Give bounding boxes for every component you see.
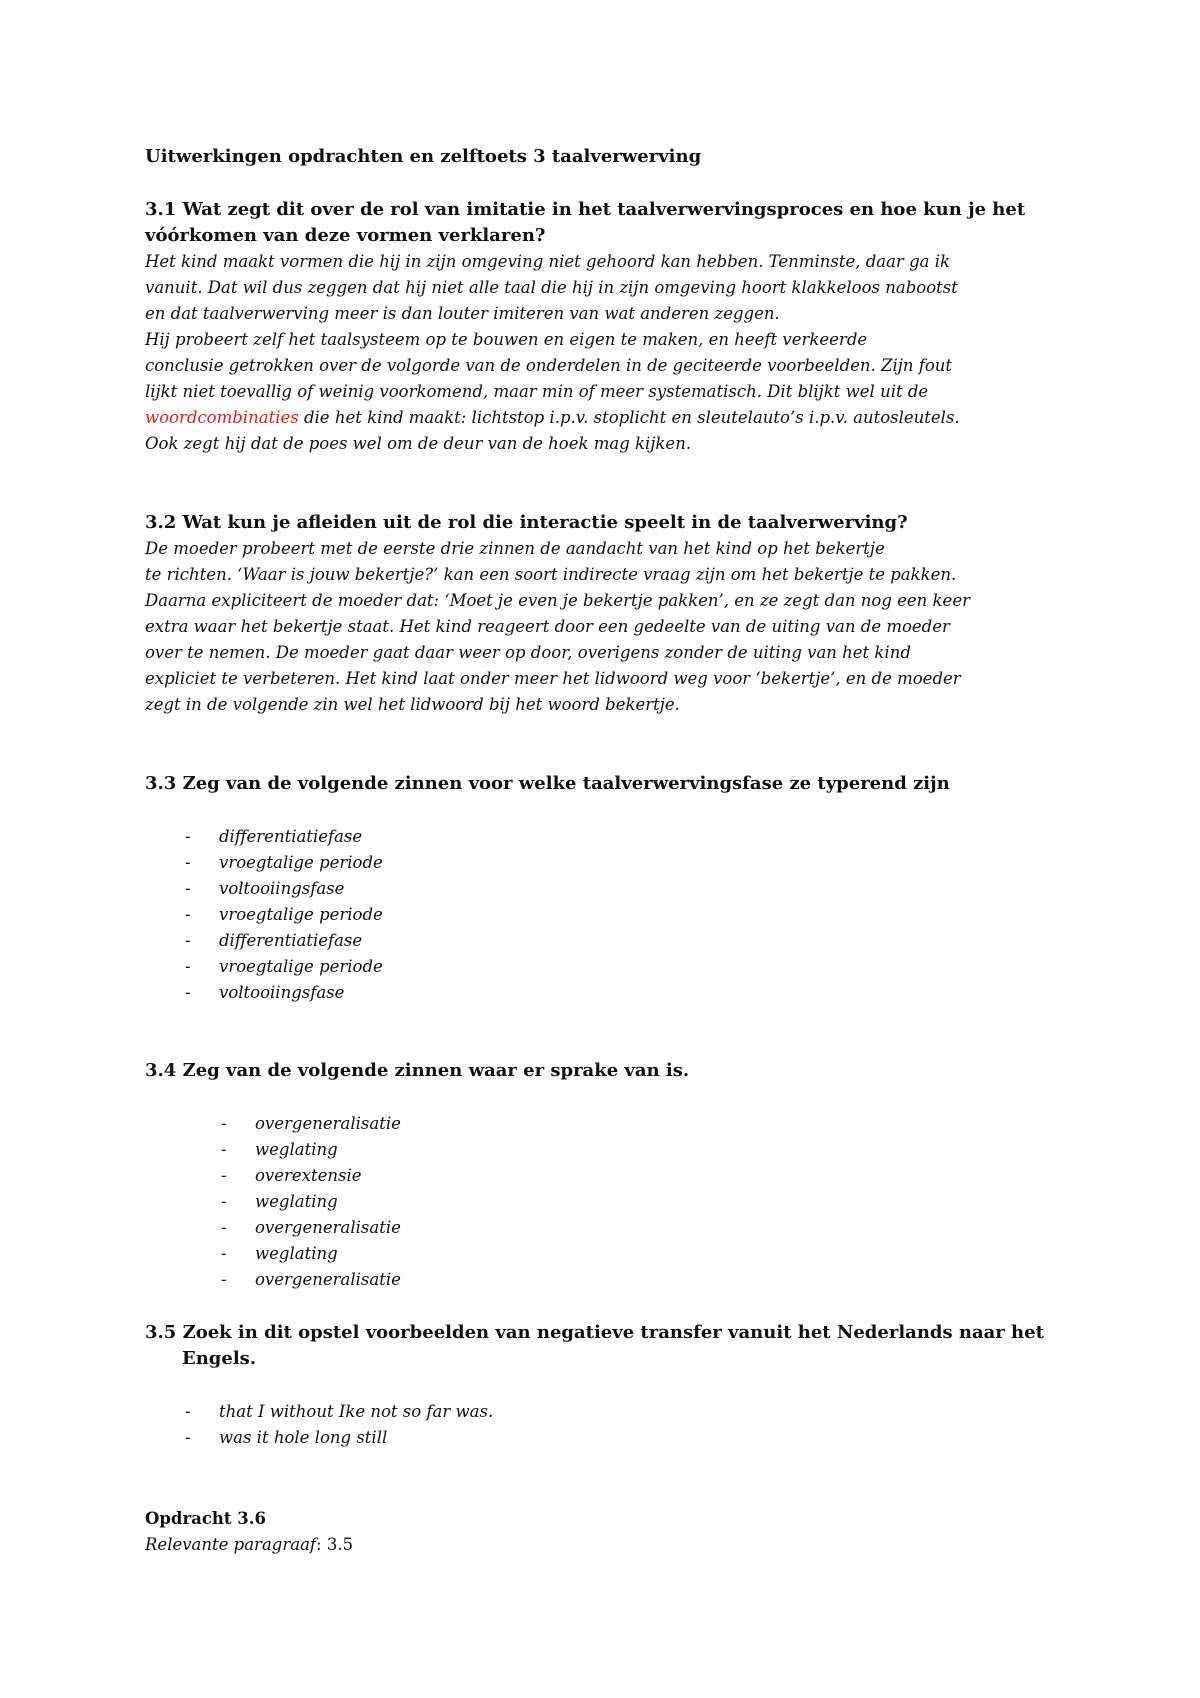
answer-line: te richten. ‘Waar is jouw bekertje?’ kan een soort indirecte vraag zijn om het bekertje te pakken.	[145, 565, 957, 584]
list-item: - overextensie	[221, 1166, 362, 1185]
list-3-5	[145, 1399, 1065, 1451]
section-3-3	[145, 771, 1065, 797]
question-3-3: 3.3 Zeg van de volgende zinnen voor welke taalverwervingsfase ze typerend zijn	[145, 773, 950, 794]
list-item: - vroegtalige periode	[185, 957, 383, 976]
list-item: - differentiatiefase	[185, 827, 363, 846]
list-item: - that I without Ike not so far was.	[185, 1402, 494, 1421]
answer-line: conclusie getrokken over de volgorde van de onderdelen in de geciteerde voorbeelden. Zijn fout	[145, 356, 953, 375]
answer-line: Daarna expliciteert de moeder dat: ‘Moet je even je bekertje pakken’, en ze zegt dan nog een keer	[145, 591, 970, 610]
list-item: - vroegtalige periode	[185, 905, 383, 924]
answer-line-rest: die het kind maakt: lichtstop i.p.v. stoplicht en sleutelauto’s i.p.v. autosleutels.	[298, 408, 960, 427]
list-item: - weglating	[221, 1140, 338, 1159]
question-3-4: 3.4 Zeg van de volgende zinnen waar er sprake van is.	[145, 1060, 690, 1081]
list-item: - vroegtalige periode	[185, 853, 383, 872]
question-3-2: 3.2 Wat kun je afleiden uit de rol die interactie speelt in de taalverwerving?	[145, 512, 908, 533]
list-item: - differentiatiefase	[185, 931, 363, 950]
opdracht-3-6	[145, 1506, 1065, 1558]
list-item: - overgeneralisatie	[221, 1270, 401, 1289]
opdracht-label: Opdracht 3.6	[145, 1509, 266, 1528]
list-item: - was it hole long still	[185, 1428, 388, 1447]
question-3-1: 3.1 Wat zegt dit over de rol van imitatie in het taalverwervingsproces en hoe kun je het vóórkomen van deze vormen verklaren?	[145, 199, 1026, 246]
section-3-4	[145, 1058, 1065, 1084]
section-3-2	[145, 510, 1065, 718]
answer-line: over te nemen. De moeder gaat daar weer op door, overigens zonder de uiting van het kind	[145, 643, 911, 662]
list-item: - weglating	[221, 1192, 338, 1211]
document-title: Uitwerkingen opdrachten en zelftoets 3 taalverwerving	[145, 146, 702, 167]
answer-line: De moeder probeert met de eerste drie zinnen de aandacht van het kind op het bekertje	[145, 539, 885, 558]
answer-line: expliciet te verbeteren. Het kind laat onder meer het lidwoord weg voor ‘bekertje’, en de moeder	[145, 669, 961, 688]
answer-line: lijkt niet toevallig of weinig voorkomend, maar min of meer systematisch. Dit blijkt wel uit de	[145, 382, 929, 401]
answer-line: Het kind maakt vormen die hij in zijn omgeving niet gehoord kan hebben. Tenminste, daar ga ik	[145, 252, 950, 271]
ref-value: : 3.5	[316, 1535, 354, 1554]
list-3-4	[145, 1111, 1065, 1293]
answer-line-highlight	[145, 405, 1065, 431]
answer-line: vanuit. Dat wil dus zeggen dat hij niet alle taal die hij in zijn omgeving hoort klakkeloos nabootst	[145, 278, 958, 297]
section-3-1	[145, 197, 1065, 457]
ref-label: Relevante paragraaf	[145, 1535, 317, 1554]
answer-line: Ook zegt hij dat de poes wel om de deur van de hoek mag kijken.	[145, 434, 692, 453]
list-item: - voltooiingsfase	[185, 879, 345, 898]
highlighted-term: woordcombinaties	[145, 408, 299, 427]
answer-line: en dat taalverwerving meer is dan louter imiteren van wat anderen zeggen.	[145, 304, 780, 323]
relevante-paragraaf	[145, 1532, 1065, 1558]
list-item: - overgeneralisatie	[221, 1114, 401, 1133]
question-3-5: 3.5 Zoek in dit opstel voorbeelden van negatieve transfer vanuit het Nederlands naar het Engels.	[145, 1322, 1044, 1369]
list-3-3	[145, 824, 1065, 1006]
list-item: - weglating	[221, 1244, 338, 1263]
list-item: - voltooiingsfase	[185, 983, 345, 1002]
document-title-block	[145, 144, 1065, 170]
list-item: - overgeneralisatie	[221, 1218, 401, 1237]
answer-line: zegt in de volgende zin wel het lidwoord bij het woord bekertje.	[145, 695, 680, 714]
answer-line: extra waar het bekertje staat. Het kind reageert door een gedeelte van de uiting van de moeder	[145, 617, 950, 636]
answer-line: Hij probeert zelf het taalsysteem op te bouwen en eigen te maken, en heeft verkeerde	[145, 330, 868, 349]
section-3-5	[145, 1320, 1065, 1372]
